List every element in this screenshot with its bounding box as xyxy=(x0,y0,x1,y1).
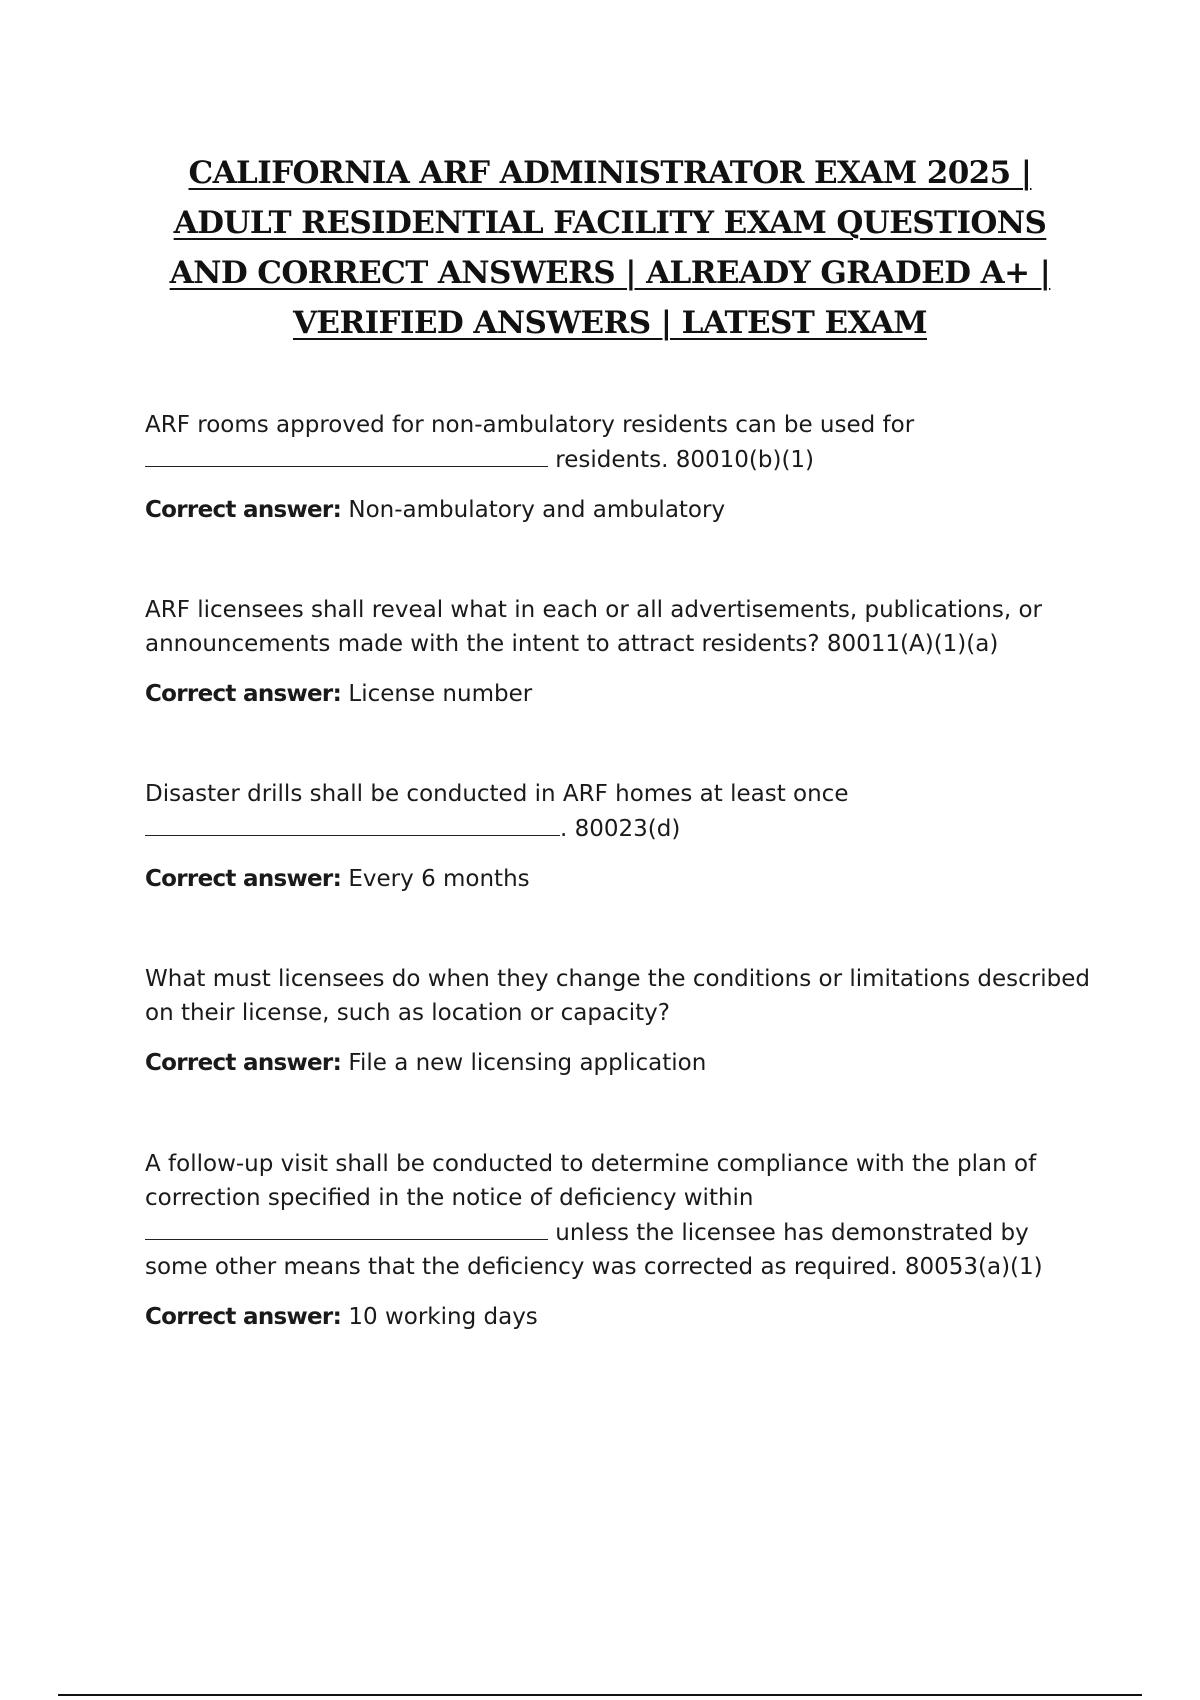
question-text xyxy=(145,408,1095,477)
answer-label: Correct answer: xyxy=(145,866,342,892)
qa-item xyxy=(145,777,1095,896)
question-text xyxy=(145,1147,1095,1284)
answer-text: 10 working days xyxy=(348,1304,538,1330)
question-text-end: . 80023(d) xyxy=(560,816,681,842)
question-text-start: Disaster drills shall be conducted in ARF homes at least once xyxy=(145,781,849,807)
answer-text: Every 6 months xyxy=(348,866,530,892)
answer-line xyxy=(145,677,1095,711)
answer-blank xyxy=(145,811,560,836)
document-title: CALIFORNIA ARF ADMINISTRATOR EXAM 2025 | ADULT RESIDENTIAL FACILITY EXAM QUESTIONS AND CORRECT ANSWERS | ALREADY GRADED A+ | VERIFIED ANSWERS | LATEST EXAM xyxy=(169,155,1051,341)
qa-item xyxy=(145,593,1095,711)
answer-label: Correct answer: xyxy=(145,497,342,523)
question-text-start: ARF rooms approved for non-ambulatory residents can be used for xyxy=(145,412,915,438)
answer-line xyxy=(145,493,1095,527)
footer-rule xyxy=(58,1694,1142,1696)
question-text-start: A follow-up visit shall be conducted to determine compliance with the plan of correction specified in the notice of deficiency within xyxy=(145,1151,1044,1211)
question-text xyxy=(145,777,1095,846)
answer-line xyxy=(145,1300,1095,1334)
answer-label: Correct answer: xyxy=(145,1304,342,1330)
answer-text: License number xyxy=(348,681,533,707)
answer-line xyxy=(145,862,1095,896)
qa-item xyxy=(145,962,1098,1080)
answer-line xyxy=(145,1046,1095,1080)
answer-blank xyxy=(145,442,548,467)
answer-label: Correct answer: xyxy=(145,1050,342,1076)
question-text-end: unless the licensee has demonstrated by some other means that the deficiency was corrected as required. 80053(a)(1) xyxy=(145,1220,1043,1280)
qa-item xyxy=(145,408,1095,527)
answer-label: Correct answer: xyxy=(145,681,342,707)
answer-text: Non-ambulatory and ambulatory xyxy=(348,497,726,523)
answer-text: File a new licensing application xyxy=(348,1050,707,1076)
question-text: What must licensees do when they change the conditions or limitations described on their license, such as location or capacity? xyxy=(145,966,1098,1026)
question-text-end: residents. 80010(b)(1) xyxy=(548,447,815,473)
answer-blank xyxy=(145,1215,548,1240)
question-text: ARF licensees shall reveal what in each or all advertisements, publications, or announcements made with the intent to attract residents? 80011(A)(1)(a) xyxy=(145,597,1050,657)
qa-item xyxy=(145,1147,1095,1334)
